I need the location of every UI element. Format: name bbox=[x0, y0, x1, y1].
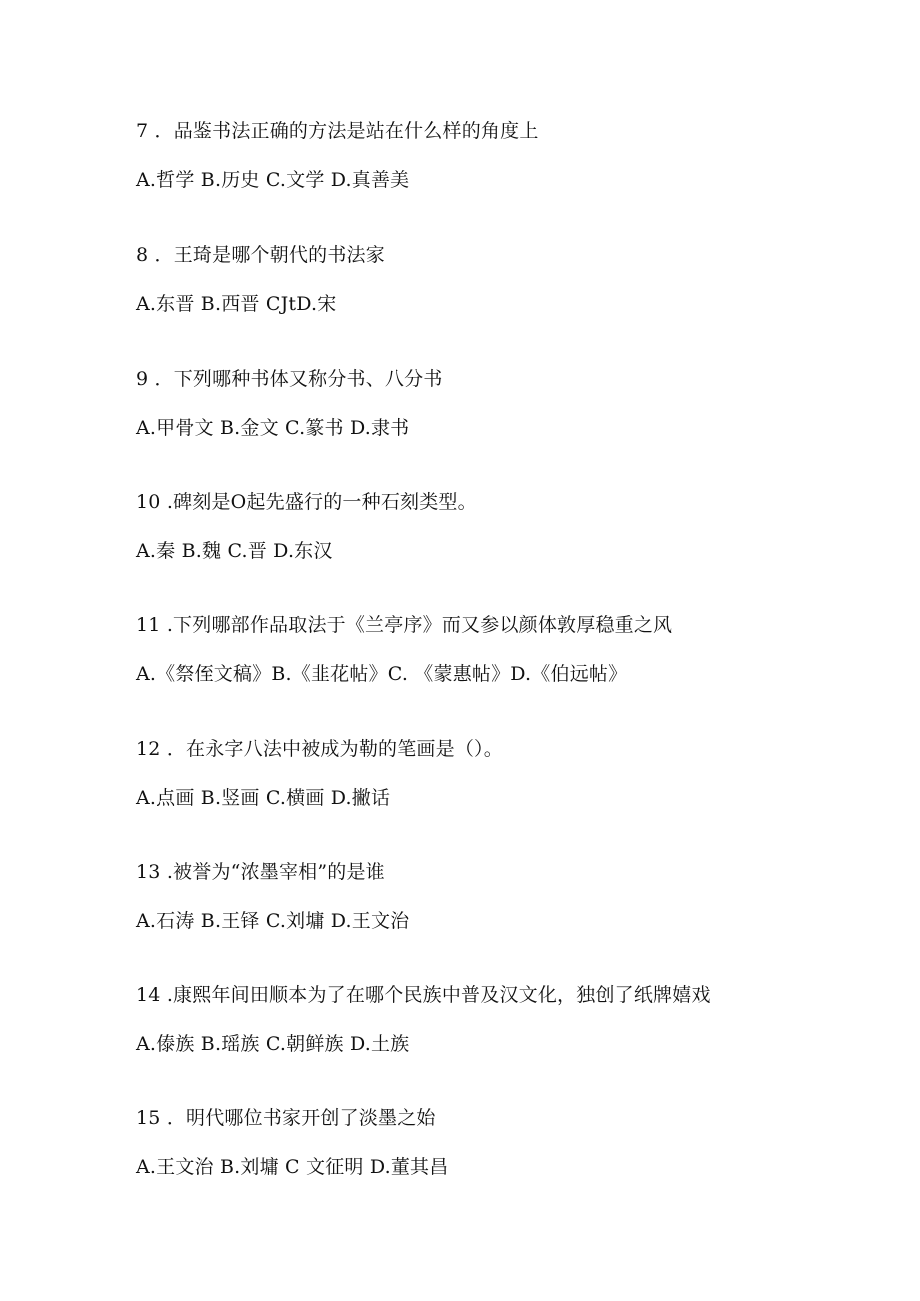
question-text: 7 ．品鉴书法正确的方法是站在什么样的角度上 bbox=[136, 120, 539, 142]
question-text: 8 ．王琦是哪个朝代的书法家 bbox=[136, 244, 385, 266]
answer-options: A.傣族 B.瑶族 C.朝鲜族 D.土族 bbox=[136, 1033, 410, 1055]
answer-options: A.《祭侄文稿》B.《韭花帖》C. 《蒙惠帖》D.《伯远帖》 bbox=[136, 663, 628, 685]
question-text: 9 ．下列哪种书体又称分书、八分书 bbox=[136, 368, 443, 390]
answer-options: A.甲骨文 B.金文 C.篆书 D.隶书 bbox=[136, 417, 410, 439]
question-text: 11 .下列哪部作品取法于《兰亭序》而又参以颜体敦厚稳重之风 bbox=[136, 614, 673, 636]
answer-options: A.石涛 B.王铎 C.刘墉 D.王文治 bbox=[136, 910, 410, 932]
answer-options: A.点画 B.竖画 C.横画 D.撇话 bbox=[136, 787, 391, 809]
answer-options: A.秦 B.魏 C.晋 D.东汉 bbox=[136, 540, 333, 562]
question-text: 10 .碑刻是O起先盛行的一种石刻类型。 bbox=[136, 491, 477, 513]
question-text: 13 .被誉为“浓墨宰相”的是谁 bbox=[136, 861, 385, 883]
answer-options: A.哲学 B.历史 C.文学 D.真善美 bbox=[136, 169, 410, 191]
question-text: 12 ．在永字八法中被成为勒的笔画是（）。 bbox=[136, 738, 503, 760]
question-text: 14 .康熙年间田顺本为了在哪个民族中普及汉文化，独创了纸牌嬉戏 bbox=[136, 984, 711, 1006]
question-text: 15 ．明代哪位书家开创了淡墨之始 bbox=[136, 1107, 436, 1129]
answer-options: A.王文治 B.刘墉 C 文征明 D.董其昌 bbox=[136, 1156, 449, 1178]
answer-options: A.东晋 B.西晋 CJtD.宋 bbox=[136, 293, 337, 315]
